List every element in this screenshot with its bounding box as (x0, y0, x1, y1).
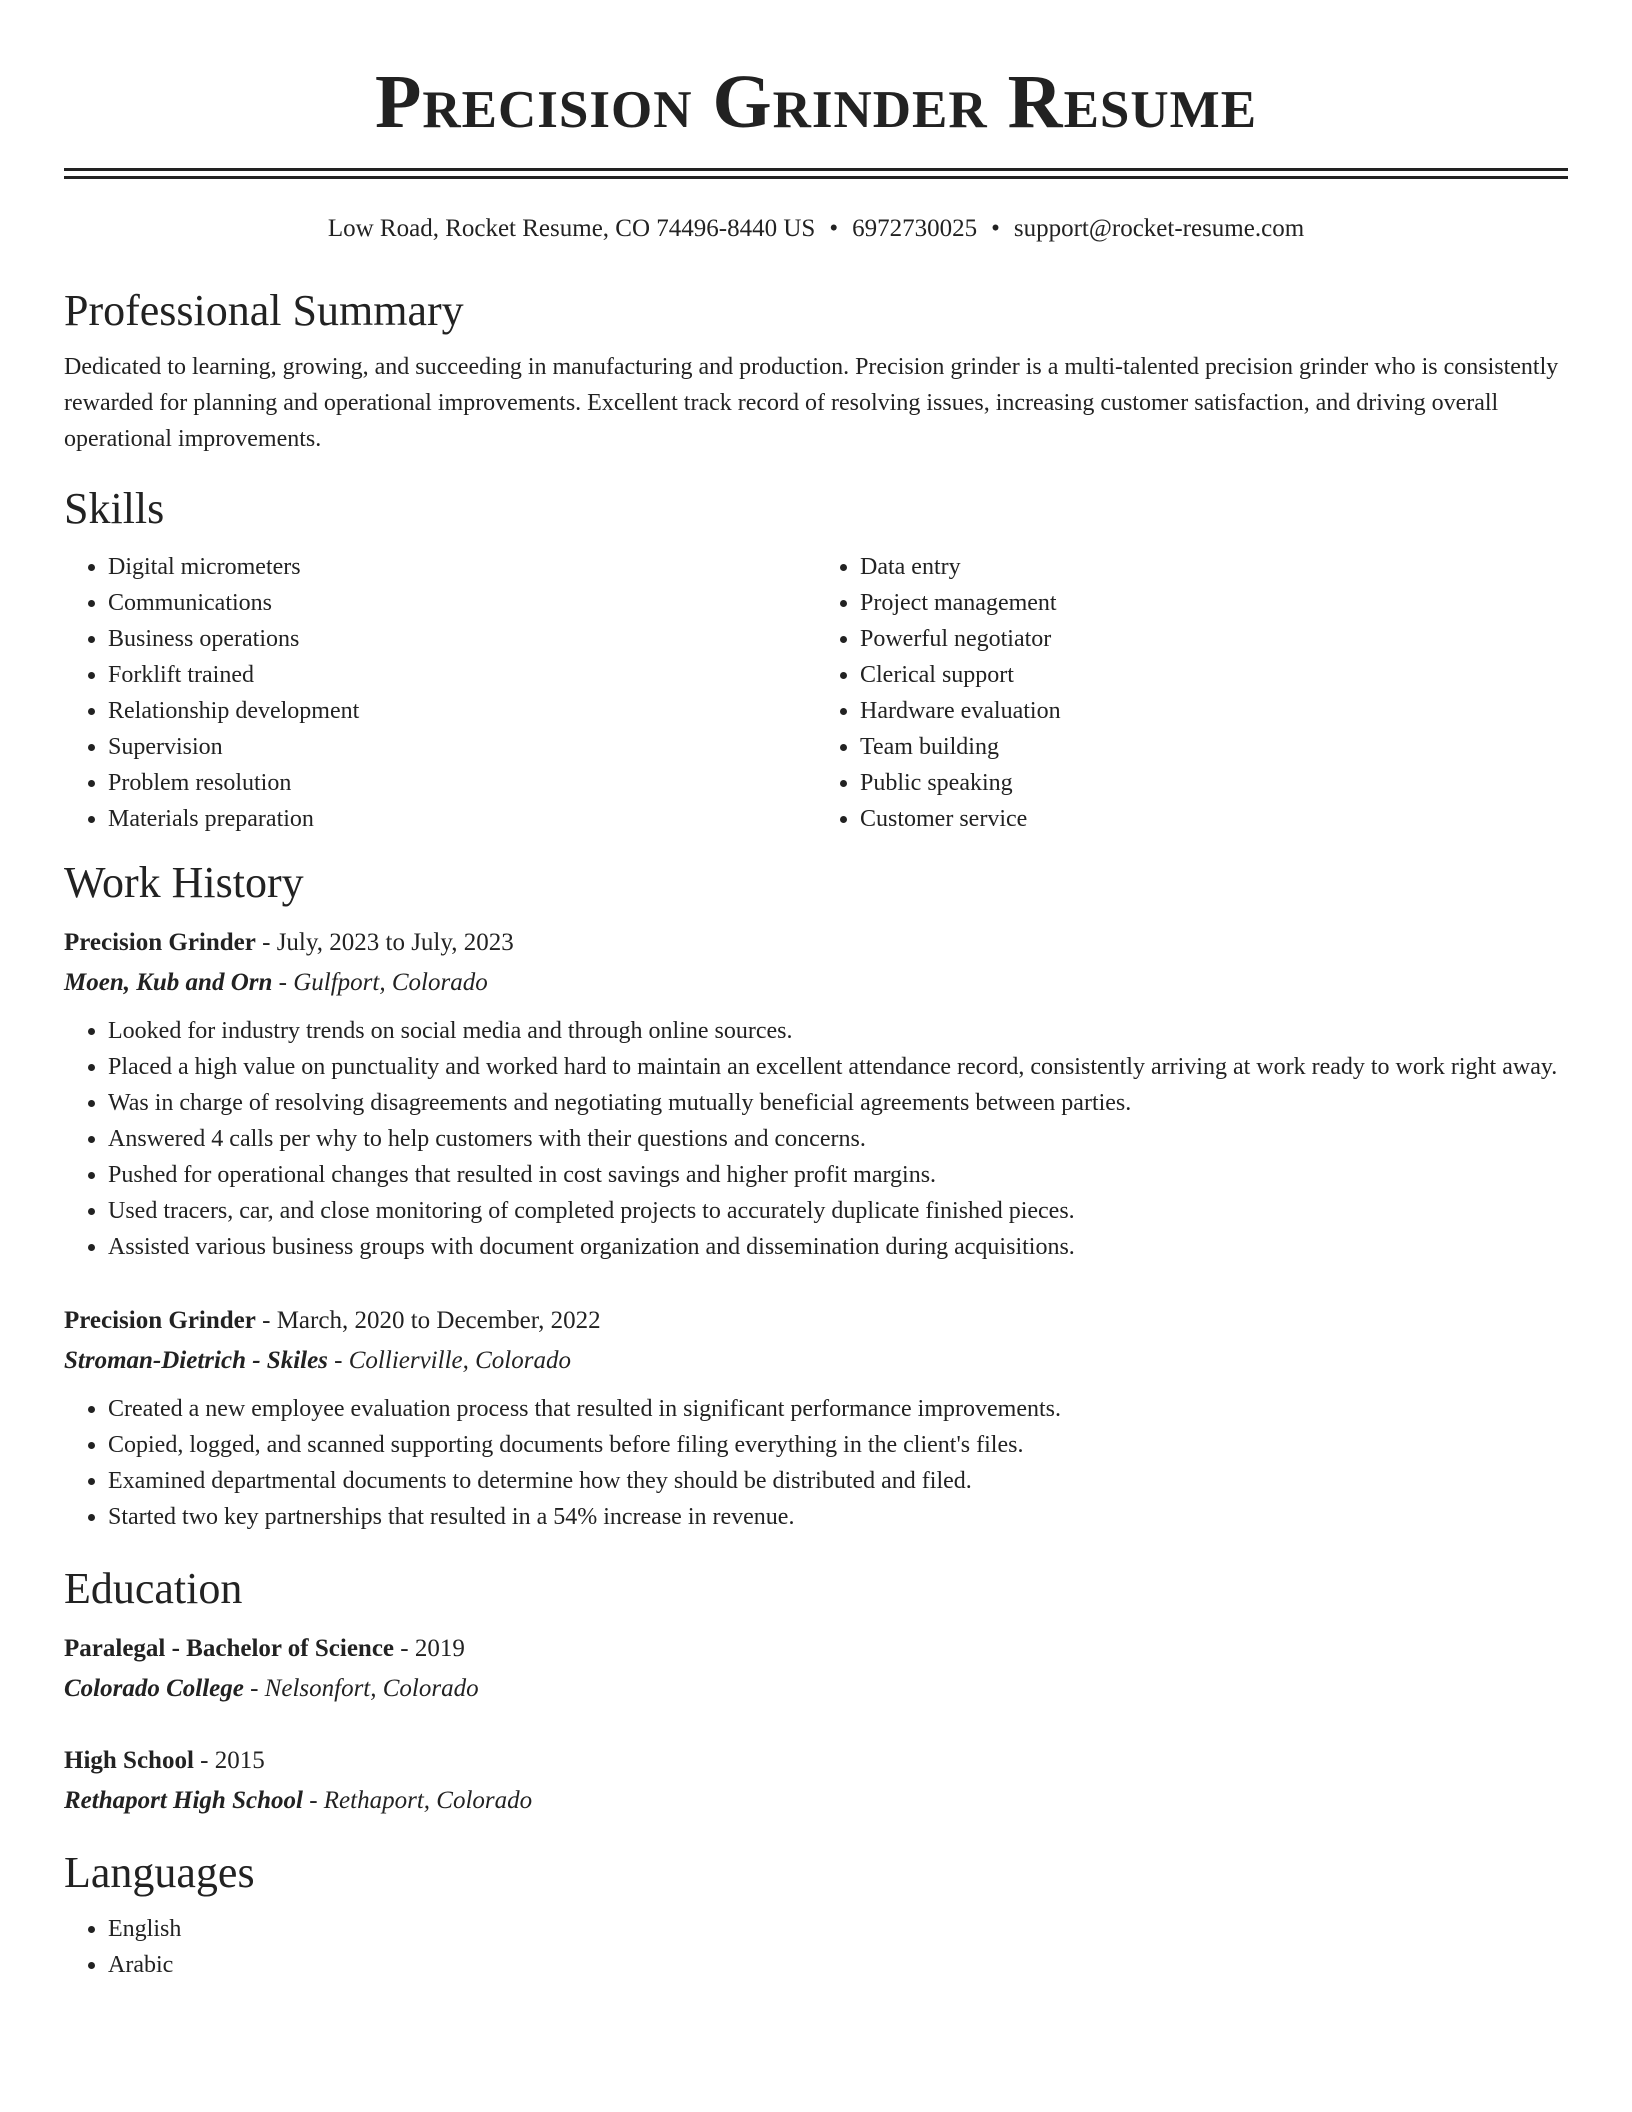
job-bullet: • Created a new employee evaluation process that resulted in significant performance improvements. (108, 1391, 1568, 1427)
skill-item: • Relationship development (108, 693, 816, 729)
contact-phone: 6972730025 (852, 215, 978, 242)
skill-item: • Clerical support (860, 657, 1568, 693)
job-company: Moen, Kub and Orn (64, 969, 273, 996)
skills-columns (64, 549, 1568, 837)
job-company-line (64, 963, 1568, 1003)
job-bullet: • Examined departmental documents to determine how they should be distributed and filed. (108, 1463, 1568, 1499)
section-heading-skills: Skills (64, 484, 165, 533)
job-bullet: • Copied, logged, and scanned supporting documents before filing everything in the client's files. (108, 1427, 1568, 1463)
contact-email: support@rocket-resume.com (1013, 215, 1305, 242)
contact-separator: • (829, 215, 839, 242)
skill-item: • Customer service (860, 801, 1568, 837)
job-dates: - March, 2020 to December, 2022 (255, 1307, 601, 1334)
languages-list (64, 1911, 1568, 1983)
job-title: Precision Grinder (64, 1307, 256, 1334)
education-year: - 2019 (394, 1635, 465, 1662)
job-bullet: • Was in charge of resolving disagreements and negotiating mutually beneficial agreements between parties. (108, 1085, 1568, 1121)
job-company-line (64, 1341, 1568, 1381)
title-divider-top (64, 168, 1568, 171)
section-heading-languages: Languages (64, 1848, 255, 1897)
education-degree: High School (64, 1747, 194, 1774)
job-title: Precision Grinder (64, 929, 256, 956)
education-location: - Nelsonfort, Colorado (243, 1675, 479, 1702)
section-heading-work-history: Work History (64, 858, 304, 907)
skill-item: • Problem resolution (108, 765, 816, 801)
language-item: • Arabic (108, 1947, 1568, 1983)
job-bullets (64, 1013, 1568, 1265)
education-school: Colorado College (64, 1675, 244, 1702)
education-entry (64, 1629, 1568, 1709)
section-heading-education: Education (64, 1564, 243, 1613)
education-location: - Rethaport, Colorado (302, 1787, 533, 1814)
job-bullet: • Used tracers, car, and close monitoring of completed projects to accurately duplicate finished pieces. (108, 1193, 1568, 1229)
title-divider-bottom (64, 176, 1568, 179)
skills-list-right (816, 549, 1568, 837)
job-title-line (64, 923, 1568, 963)
skills-list-left (64, 549, 816, 837)
education-degree: Paralegal - Bachelor of Science (64, 1635, 395, 1662)
job-title-line (64, 1301, 1568, 1341)
section-heading-summary: Professional Summary (64, 286, 464, 335)
summary-text: Dedicated to learning, growing, and succeeding in manufacturing and production. Precision grinder is a multi-talented precision grinder who is consistently rewarded for planning and operational improvements. Excellent track record of resolving issues, increasing customer satisfaction, and driving overall operational improvements. (64, 354, 1559, 452)
education-degree-line (64, 1629, 1568, 1669)
language-item: • English (108, 1911, 1568, 1947)
job-location: - Gulfport, Colorado (272, 969, 488, 996)
skill-item: • Supervision (108, 729, 816, 765)
contact-line (64, 213, 1568, 245)
skill-item: • Communications (108, 585, 816, 621)
job-location: - Collierville, Colorado (327, 1347, 571, 1374)
skill-item: • Digital micrometers (108, 549, 816, 585)
job-entry (64, 923, 1568, 1265)
job-dates: - July, 2023 to July, 2023 (255, 929, 514, 956)
skill-item: • Project management (860, 585, 1568, 621)
skill-item: • Team building (860, 729, 1568, 765)
education-degree-line (64, 1741, 1568, 1781)
job-bullet: • Assisted various business groups with document organization and dissemination during acquisitions. (108, 1229, 1568, 1265)
education-year: - 2015 (193, 1747, 265, 1774)
skill-item: • Hardware evaluation (860, 693, 1568, 729)
skill-item: • Business operations (108, 621, 816, 657)
skill-item: • Public speaking (860, 765, 1568, 801)
job-bullet: • Pushed for operational changes that resulted in cost savings and higher profit margins. (108, 1157, 1568, 1193)
skill-item: • Data entry (860, 549, 1568, 585)
skill-item: • Powerful negotiator (860, 621, 1568, 657)
skill-item: • Materials preparation (108, 801, 816, 837)
contact-address: Low Road, Rocket Resume, CO 74496-8440 US (327, 215, 816, 242)
education-school: Rethaport High School (64, 1787, 303, 1814)
job-bullet: • Looked for industry trends on social media and through online sources. (108, 1013, 1568, 1049)
education-school-line (64, 1781, 1568, 1821)
contact-separator: • (991, 215, 1000, 242)
education-entry (64, 1741, 1568, 1821)
job-bullet: • Placed a high value on punctuality and worked hard to maintain an excellent attendance record, consistently arriving at work ready to work right away. (108, 1049, 1568, 1085)
resume-title: Precision Grinder Resume (374, 60, 1258, 144)
job-bullets (64, 1391, 1568, 1535)
job-company: Stroman-Dietrich - Skiles (64, 1347, 328, 1374)
job-bullet: • Answered 4 calls per why to help customers with their questions and concerns. (108, 1121, 1568, 1157)
skill-item: • Forklift trained (108, 657, 816, 693)
education-school-line (64, 1669, 1568, 1709)
languages-block (64, 1911, 1568, 1983)
job-bullet: • Started two key partnerships that resulted in a 54% increase in revenue. (108, 1499, 1568, 1535)
job-entry (64, 1301, 1568, 1535)
